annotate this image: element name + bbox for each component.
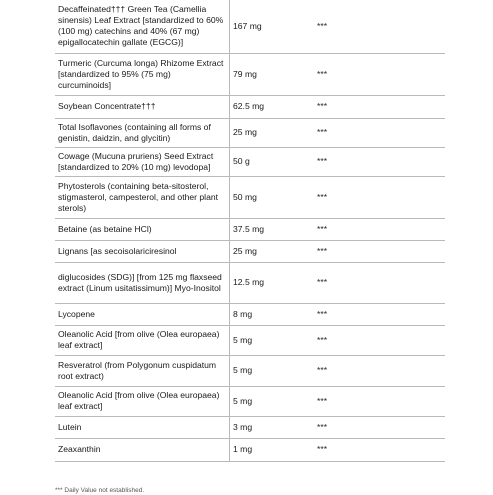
ingredient-row bbox=[55, 53, 445, 95]
ingredient-row bbox=[55, 262, 445, 303]
ingredient-row bbox=[55, 0, 445, 53]
ingredient-amount: 25 mg bbox=[230, 240, 315, 262]
ingredient-name: Cowage (Mucuna pruriens) Seed Extract [standardized to 20% (10 mg) levodopa] bbox=[55, 147, 230, 176]
daily-value: *** bbox=[314, 0, 445, 53]
ingredient-row bbox=[55, 118, 445, 147]
ingredient-row bbox=[55, 218, 445, 240]
ingredient-amount: 12.5 mg bbox=[230, 262, 315, 303]
ingredient-amount: 5 mg bbox=[230, 325, 315, 355]
ingredient-amount: 167 mg bbox=[230, 0, 315, 53]
ingredient-name: Decaffeinated††† Green Tea (Camellia sinensis) Leaf Extract [standardized to 60% (100 mg) catechins and 40% (67 mg) epigallocatechin gallate (EGCG)] bbox=[55, 0, 230, 53]
ingredient-name: Lignans [as secoisolariciresinol bbox=[55, 240, 230, 262]
facts-table-body bbox=[55, 0, 445, 461]
ingredient-row bbox=[55, 95, 445, 118]
daily-value: *** bbox=[314, 95, 445, 118]
ingredient-name: Lycopene bbox=[55, 303, 230, 325]
ingredient-name: Soybean Concentrate††† bbox=[55, 95, 230, 118]
ingredient-row bbox=[55, 303, 445, 325]
daily-value: *** bbox=[314, 218, 445, 240]
ingredient-amount: 25 mg bbox=[230, 118, 315, 147]
ingredient-name: Oleanolic Acid [from olive (Olea europaea) leaf extract] bbox=[55, 325, 230, 355]
ingredient-amount: 50 mg bbox=[230, 176, 315, 218]
ingredient-name: Oleanolic Acid [from olive (Olea europaea) leaf extract] bbox=[55, 386, 230, 416]
ingredient-amount: 5 mg bbox=[230, 386, 315, 416]
ingredient-row bbox=[55, 386, 445, 416]
ingredient-name: Lutein bbox=[55, 416, 230, 438]
ingredient-amount: 50 g bbox=[230, 147, 315, 176]
ingredient-amount: 79 mg bbox=[230, 53, 315, 95]
ingredient-row bbox=[55, 325, 445, 355]
daily-value: *** bbox=[314, 303, 445, 325]
ingredient-amount: 62.5 mg bbox=[230, 95, 315, 118]
daily-value: *** bbox=[314, 386, 445, 416]
ingredient-row bbox=[55, 416, 445, 438]
ingredient-amount: 37.5 mg bbox=[230, 218, 315, 240]
daily-value: *** bbox=[314, 240, 445, 262]
ingredient-row bbox=[55, 147, 445, 176]
ingredient-name: diglucosides (SDG)] [from 125 mg flaxseed extract (Linum usitatissimum)] Myo-Inositol bbox=[55, 262, 230, 303]
ingredient-row bbox=[55, 355, 445, 386]
daily-value: *** bbox=[314, 147, 445, 176]
daily-value: *** bbox=[314, 176, 445, 218]
ingredient-amount: 1 mg bbox=[230, 438, 315, 461]
ingredient-name: Betaine (as betaine HCl) bbox=[55, 218, 230, 240]
ingredient-row bbox=[55, 176, 445, 218]
ingredient-name: Total Isoflavones (containing all forms of genistin, daidzin, and glycitin) bbox=[55, 118, 230, 147]
ingredient-row bbox=[55, 438, 445, 461]
daily-value: *** bbox=[314, 416, 445, 438]
ingredient-name: Turmeric (Curcuma longa) Rhizome Extract [standardized to 95% (75 mg) curcuminoids] bbox=[55, 53, 230, 95]
daily-value: *** bbox=[314, 262, 445, 303]
daily-value: *** bbox=[314, 438, 445, 461]
daily-value: *** bbox=[314, 53, 445, 95]
ingredient-amount: 5 mg bbox=[230, 355, 315, 386]
ingredient-name: Resveratrol (from Polygonum cuspidatum root extract) bbox=[55, 355, 230, 386]
daily-value-footnote: *** Daily Value not established. bbox=[55, 487, 145, 494]
ingredient-name: Phytosterols (containing beta-sitosterol, stigmasterol, campesterol, and other plant sterols) bbox=[55, 176, 230, 218]
ingredient-amount: 8 mg bbox=[230, 303, 315, 325]
ingredient-row bbox=[55, 240, 445, 262]
daily-value: *** bbox=[314, 325, 445, 355]
ingredient-amount: 3 mg bbox=[230, 416, 315, 438]
daily-value: *** bbox=[314, 118, 445, 147]
ingredient-name: Zeaxanthin bbox=[55, 438, 230, 461]
supplement-facts-table bbox=[55, 0, 445, 462]
daily-value: *** bbox=[314, 355, 445, 386]
